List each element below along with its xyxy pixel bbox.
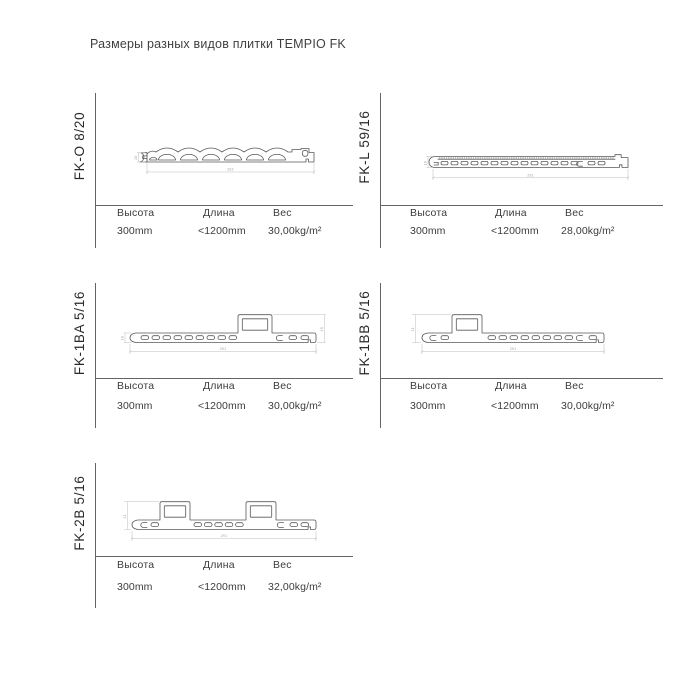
profile-hole <box>511 161 518 165</box>
profile-hole <box>301 336 309 340</box>
value-weight: 30,00kg/m² <box>268 225 322 237</box>
profile-drawing-fk-1ba <box>120 305 330 360</box>
profile-hole <box>471 161 478 165</box>
profile-hole <box>501 161 508 165</box>
col-header-height: Высота <box>117 559 155 571</box>
value-weight: 32,00kg/m² <box>268 581 322 593</box>
profile-arch-hole <box>159 154 176 160</box>
value-height: 300mm <box>117 400 153 412</box>
col-header-length: Длина <box>203 207 235 219</box>
profile-hole <box>194 523 202 527</box>
value-length: <1200mm <box>491 400 539 412</box>
profile-left-slot <box>434 162 438 165</box>
profile-hole <box>481 161 488 165</box>
col-header-weight: Вес <box>565 380 584 392</box>
dimension-box-height-lines <box>124 502 159 530</box>
col-header-height: Высота <box>117 380 155 392</box>
profile-hole <box>218 336 226 340</box>
profile-hole <box>174 336 182 340</box>
section-fk-l-59-16 <box>345 90 665 260</box>
profile-hole <box>185 336 193 340</box>
col-header-length: Длина <box>203 380 235 392</box>
profile-drawing-fk-2b <box>120 492 330 547</box>
profile-hole <box>196 336 204 340</box>
value-height: 300mm <box>117 225 153 237</box>
profile-outline <box>132 502 316 530</box>
profile-hole <box>215 523 223 527</box>
col-header-height: Высота <box>117 207 155 219</box>
col-header-weight: Вес <box>273 207 292 219</box>
profile-arch-hole <box>181 154 198 160</box>
dimension-box-height-label: 45 <box>320 327 325 332</box>
profile-hole <box>521 336 529 340</box>
profile-box-inner <box>242 319 267 330</box>
profile-hole <box>588 161 595 165</box>
profile-hole <box>543 336 551 340</box>
dimension-length-label: 291 <box>509 347 517 352</box>
profile-hole <box>289 336 297 340</box>
col-header-height: Высота <box>410 207 448 219</box>
section-label: FK-L 59/16 <box>357 110 372 184</box>
value-length: <1200mm <box>198 581 246 593</box>
col-header-length: Длина <box>203 559 235 571</box>
table-top-rule <box>95 378 353 379</box>
profile-left-hook <box>140 153 147 162</box>
profile-hole <box>499 336 507 340</box>
profile-hole <box>236 523 244 527</box>
profile-hole <box>565 336 573 340</box>
dimension-height-label: 20 <box>134 155 139 160</box>
col-header-height: Высота <box>410 380 448 392</box>
profile-hole <box>589 336 597 340</box>
dimension-box-height-lines <box>412 315 451 343</box>
profile-hole <box>204 523 212 527</box>
section-label: FK-1BA 5/16 <box>72 290 87 376</box>
dimension-length-label: 291 <box>219 347 227 352</box>
section-divider-vertical <box>380 93 381 248</box>
section-fk-1ba-5-16 <box>60 280 360 430</box>
profile-outline <box>429 155 628 168</box>
profile-hole <box>491 161 498 165</box>
profile-lock-hook <box>430 336 436 341</box>
profile-hole <box>510 336 518 340</box>
profile-hole <box>488 336 496 340</box>
profile-outline <box>130 315 316 343</box>
profile-hole <box>554 336 562 340</box>
value-length: <1200mm <box>198 225 246 237</box>
dimension-height-label: 16 <box>120 335 125 341</box>
section-label: FK-O 8/20 <box>72 111 87 181</box>
section-label: FK-1BB 5/16 <box>357 290 372 376</box>
table-top-rule <box>95 205 353 206</box>
profile-lock-hook <box>141 523 147 528</box>
dimension-box-height-label: 41 <box>411 327 416 332</box>
col-header-weight: Вес <box>565 207 584 219</box>
profile-hole <box>561 161 568 165</box>
profile-hole <box>141 336 149 340</box>
col-header-weight: Вес <box>273 559 292 571</box>
section-fk-1bb-5-16 <box>345 280 665 430</box>
value-weight: 28,00kg/m² <box>561 225 615 237</box>
profile-hole <box>290 523 298 527</box>
profile-drawing-fk-1bb <box>408 305 618 360</box>
profile-hole <box>441 336 449 340</box>
profile-hole <box>150 157 158 160</box>
dimension-length-label: 291 <box>220 534 228 539</box>
dimension-length-label: 292 <box>227 167 234 172</box>
table-top-rule <box>380 205 663 206</box>
section-divider-vertical <box>95 463 96 608</box>
profile-lock-hook <box>577 162 583 167</box>
profile-ring-hole <box>302 150 308 156</box>
section-fk-o-8-20 <box>60 90 360 260</box>
profile-arch-hole <box>269 154 286 160</box>
profile-hole <box>461 161 468 165</box>
profile-hole <box>451 161 458 165</box>
value-weight: 30,00kg/m² <box>268 400 322 412</box>
profile-box-inner <box>250 506 271 517</box>
profile-lock-hook <box>276 336 282 341</box>
value-weight: 30,00kg/m² <box>561 400 615 412</box>
dimension-length-label: 291 <box>527 173 534 178</box>
col-header-length: Длина <box>495 380 527 392</box>
dimension-height-label: 16 <box>423 160 428 166</box>
profile-hole <box>152 336 160 340</box>
value-height: 300mm <box>410 400 446 412</box>
value-length: <1200mm <box>491 225 539 237</box>
value-height: 300mm <box>117 581 153 593</box>
profile-arch-hole <box>225 154 242 160</box>
col-header-weight: Вес <box>273 380 292 392</box>
profile-lock-hook <box>277 523 283 528</box>
profile-drawing-fk-o <box>125 138 320 184</box>
profile-hole <box>532 336 540 340</box>
section-divider-vertical <box>380 283 381 428</box>
table-top-rule <box>380 378 663 379</box>
profile-hole <box>163 336 171 340</box>
profile-hole <box>207 336 215 340</box>
page-title: Размеры разных видов плитки TEMPIO FK <box>90 37 346 51</box>
profile-drawing-fk-l <box>424 148 640 188</box>
col-header-length: Длина <box>495 207 527 219</box>
section-divider-vertical <box>95 283 96 428</box>
profile-arch-hole <box>247 154 264 160</box>
profile-arch-hole <box>203 154 220 160</box>
dimension-box-height-label: 41 <box>123 514 128 519</box>
profile-box-inner <box>456 319 477 330</box>
profile-hole <box>301 523 309 527</box>
profile-lock-hook <box>576 336 582 341</box>
profile-hole <box>551 161 558 165</box>
section-fk-2b-5-16 <box>60 460 360 610</box>
profile-hole <box>531 161 538 165</box>
value-length: <1200mm <box>198 400 246 412</box>
profile-hole <box>598 161 605 165</box>
section-label: FK-2B 5/16 <box>72 475 87 551</box>
table-top-rule <box>95 556 353 557</box>
profile-hole <box>229 336 237 340</box>
profile-hole <box>225 523 233 527</box>
profile-hole <box>521 161 528 165</box>
section-divider-vertical <box>95 93 96 248</box>
dimension-box-height-lines <box>273 315 326 343</box>
profile-hole <box>541 161 548 165</box>
profile-hole <box>151 523 159 527</box>
profile-hole <box>441 161 448 165</box>
profile-box-inner <box>164 506 185 517</box>
value-height: 300mm <box>410 225 446 237</box>
